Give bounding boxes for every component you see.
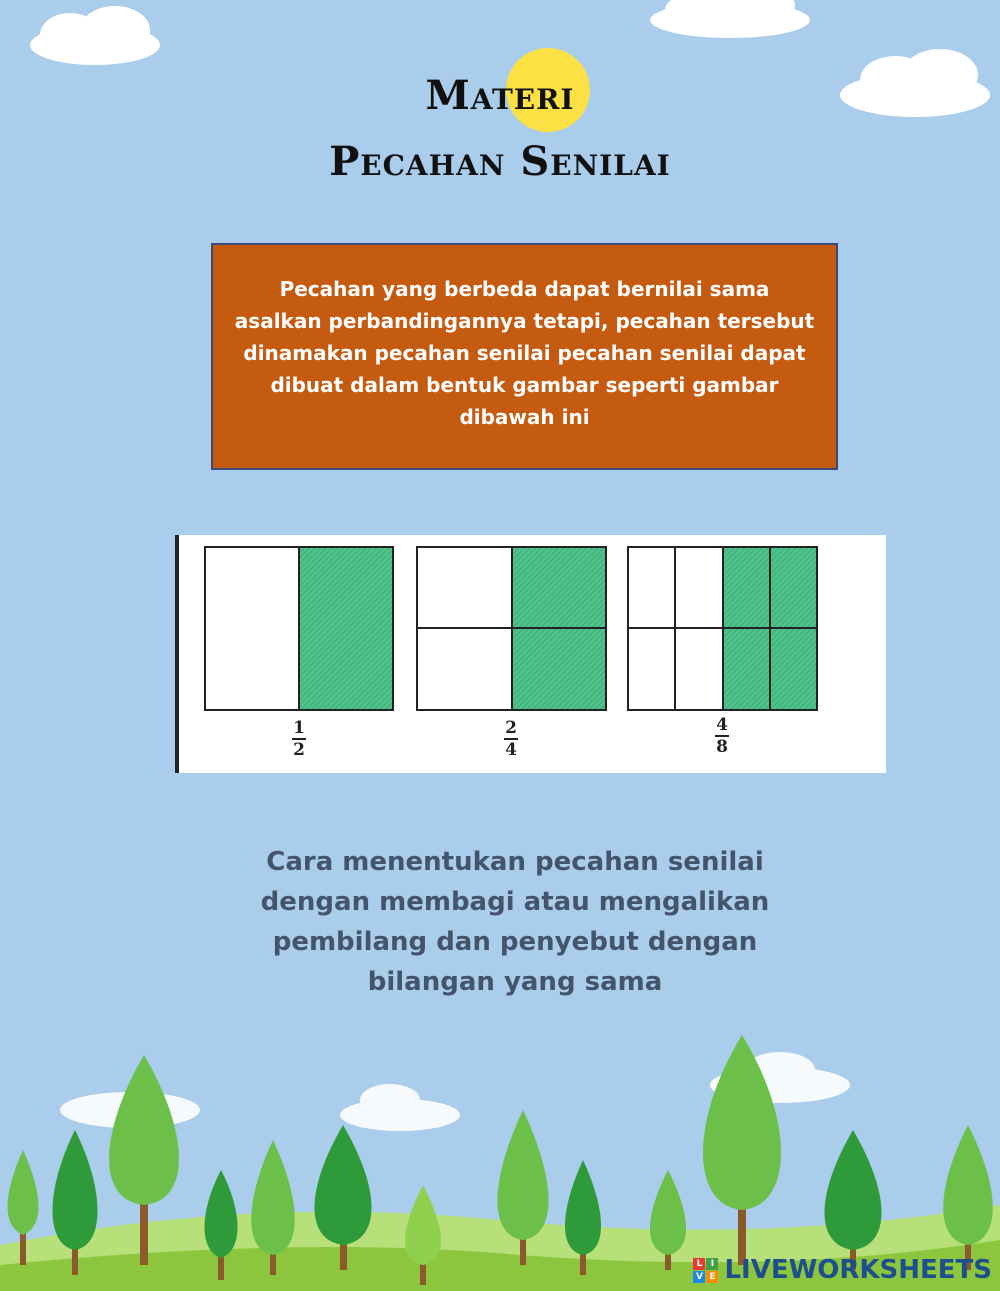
definition-line: dibuat dalam bentuk gambar seperti gambar [270,373,779,397]
numerator: 1 [293,718,305,738]
note-line: dengan membagi atau mengalikan [260,887,770,917]
fraction-label-2 [491,718,531,760]
brand-name: LIVEWORKSHEETS [724,1255,992,1285]
numerator: 4 [716,715,728,735]
method-note [180,842,850,1002]
cloud-icon [30,6,160,65]
fraction-model-1-2 [205,547,393,710]
denominator: 8 [716,737,728,757]
denominator: 4 [505,740,517,760]
note-line: pembilang dan penyebut dengan [272,927,758,957]
definition-line: dinamakan pecahan senilai pecahan senilai dapat [243,341,806,365]
liveworksheets-brand[interactable] [693,1255,992,1285]
fraction-figure [175,535,886,773]
definition-box [211,243,838,470]
numerator: 2 [505,718,517,738]
cloud-icon [650,0,810,38]
fraction-model-2-4 [417,547,606,710]
denominator: 2 [293,740,305,760]
page-subtitle: Pecahan Senilai [329,138,671,185]
fraction-label-1 [279,718,319,760]
page-title: Materi [425,72,575,119]
fraction-model-4-8 [628,547,817,710]
note-line: Cara menentukan pecahan senilai [266,847,764,877]
definition-line: Pecahan yang berbeda dapat bernilai sama [279,277,770,301]
note-line: bilangan yang sama [367,967,663,997]
definition-line: dibawah ini [459,405,590,429]
definition-line: asalkan perbandingannya tetapi, pecahan tersebut [234,309,815,333]
fraction-label-3 [702,715,742,757]
liveworksheets-logo-icon: L I V E [693,1258,718,1283]
